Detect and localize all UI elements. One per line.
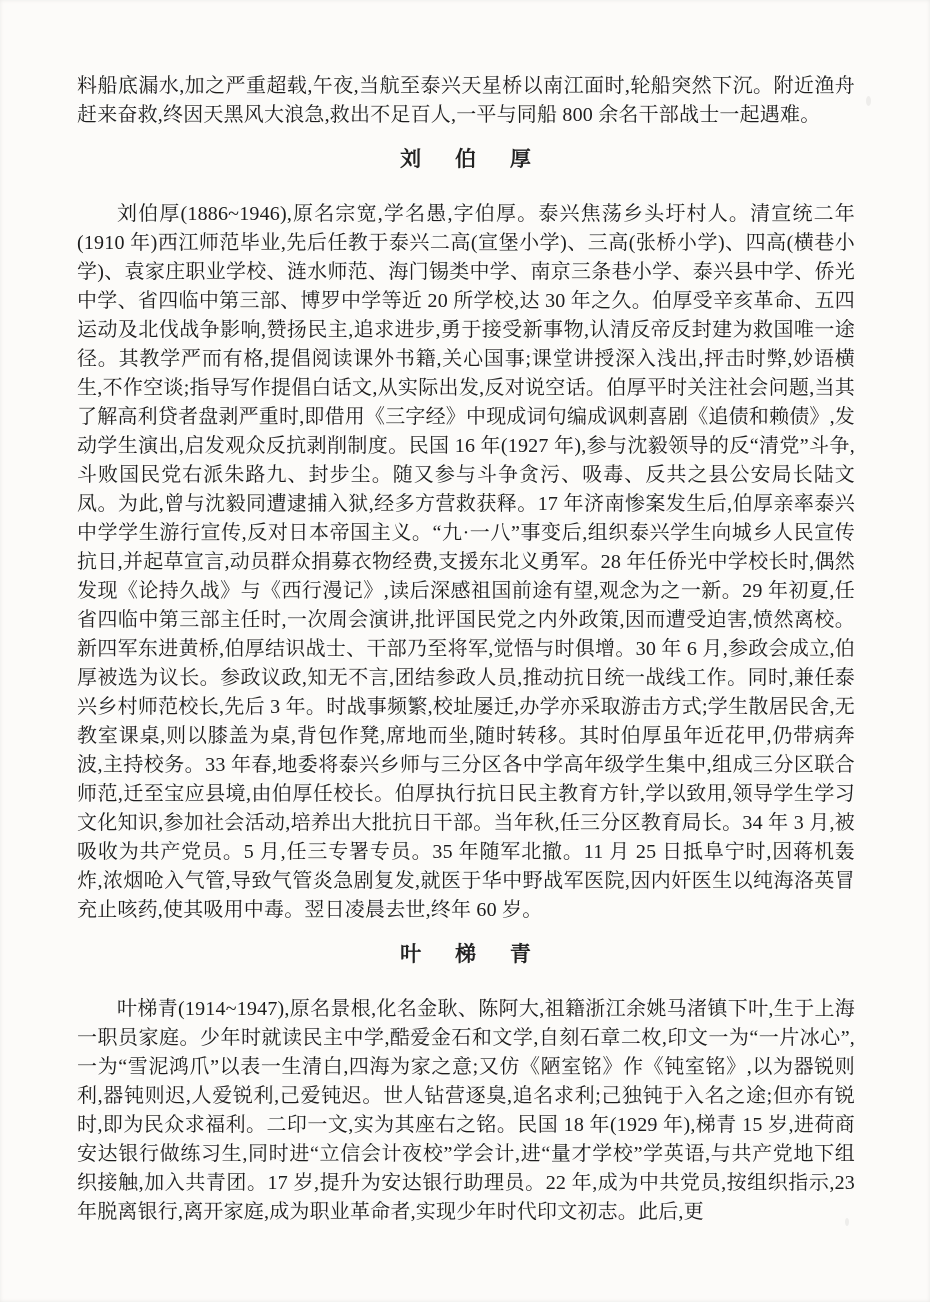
entry-heading-ye-tiqing: 叶 梯 青 [400,943,532,966]
entry-body-ye-tiqing: 叶梯青(1914~1947),原名景根,化名金耿、陈阿大,祖籍浙江余姚马渚镇下叶,生于上海一职员家庭。少年时就读民主中学,酷爱金石和文学,自刻石章二枚,印文一为“一片冰心”,一为“雪泥鸿爪”以表一生清白,四海为家之意;又仿《陋室铭》作《钝室铭》,以为器锐则利,器钝则迟,人爱锐利,己爱钝迟。世人钻营逐臭,追名求利;己独钝于入名之途;但亦有锐时,即为民众求福利。二印一文,实为其座右之铭。民国 18 年(1929 年),梯青 15 岁,进荷商安达银行做练习生,同时进“立信会计夜校”学会计,进“量才学校”学英语,与共产党地下组织接触,加入共青团。17 岁,提升为安达银行助理员。22 年,成为中共党员,按组织指示,23 年脱离银行,离开家庭,成为职业革命者,实现少年时代印文初志。此后,更 [77,998,855,1223]
scan-smudge-artifact [866,96,871,106]
intro-paragraph: 料船底漏水,加之严重超载,午夜,当航至泰兴天星桥以南江面时,轮船突然下沉。附近渔舟赶来奋救,终因天黑风大浪急,救出不足百人,一平与同船 800 余名干部战士一起遇难。 [77,75,855,126]
entry-heading-liu-bohou: 刘 伯 厚 [400,148,532,171]
page-text-block [77,72,855,1227]
entry-body-liu-bohou: 刘伯厚(1886~1946),原名宗宽,学名愚,字伯厚。泰兴焦荡乡头圩村人。清宣统二年(1910 年)西江师范毕业,先后任教于泰兴二高(宣堡小学)、三高(张桥小学)、四高(横巷小学)、袁家庄职业学校、涟水师范、海门锡类中学、南京三条巷小学、泰兴县中学、侨光中学、省四临中第三部、博罗中学等近 20 所学校,达 30 年之久。伯厚受辛亥革命、五四运动及北伐战争影响,赞扬民主,追求进步,勇于接受新事物,认清反帝反封建为救国唯一途径。其教学严而有格,提倡阅读课外书籍,关心国事;课堂讲授深入浅出,抨击时弊,妙语横生,不作空谈;指导写作提倡白话文,从实际出发,反对说空话。伯厚平时关注社会问题,当其了解高利贷者盘剥严重时,即借用《三字经》中现成词句编成讽刺喜剧《追债和赖债》,发动学生演出,启发观众反抗剥削制度。民国 16 年(1927 年),参与沈毅领导的反“清党”斗争,斗败国民党右派朱路九、封步尘。随又参与斗争贪污、吸毒、反共之县公安局长陆文凤。为此,曾与沈毅同遭逮捕入狱,经多方营救获释。17 年济南惨案发生后,伯厚亲率泰兴中学学生游行宣传,反对日本帝国主义。“九·一八”事变后,组织泰兴学生向城乡人民宣传抗日,并起草宣言,动员群众捐募衣物经费,支援东北义勇军。28 年任侨光中学校长时,偶然发现《论持久战》与《西行漫记》,读后深感祖国前途有望,观念为之一新。29 年初夏,任省四临中第三部主任时,一次周会演讲,批评国民党之内外政策,因而遭受迫害,愤然离校。新四军东进黄桥,伯厚结识战士、干部乃至将军,觉悟与时俱增。30 年 6 月,参政会成立,伯厚被选为议长。参政议政,知无不言,团结参政人员,推动抗日统一战线工作。同时,兼任泰兴乡村师范校长,先后 3 年。时战事频繁,校址屡迁,办学亦采取游击方式;学生散居民舍,无教室课桌,则以膝盖为桌,背包作凳,席地而坐,随时转移。其时伯厚虽年近花甲,仍带病奔波,主持校务。33 年春,地委将泰兴乡师与三分区各中学高年级学生集中,组成三分区联合师范,迁至宝应县境,由伯厚任校长。伯厚执行抗日民主教育方针,学以致用,领导学生学习文化知识,参加社会活动,培养出大批抗日干部。当年秋,任三分区教育局长。34 年 3 月,被吸收为共产党员。5 月,任三专署专员。35 年随军北撤。11 月 25 日抵阜宁时,因蒋机轰炸,浓烟呛入气管,导致气管炎急剧复发,就医于华中野战军医院,因内奸医生以纯海洛英冒充止咳药,使其吸用中毒。翌日凌晨去世,终年 60 岁。 [77,203,855,921]
